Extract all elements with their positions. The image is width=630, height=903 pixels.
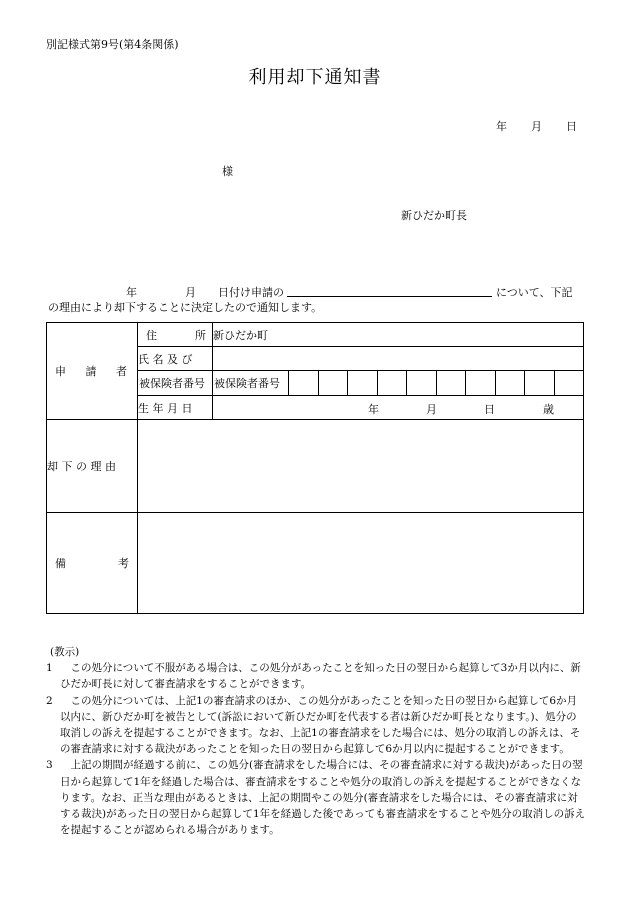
- dob-day: 日: [484, 403, 495, 416]
- intro-after-blank: について、下記: [496, 286, 573, 299]
- date-year: 年: [496, 120, 507, 133]
- instruction-text: この処分について不服がある場合は、この処分があったことを知った日の翌日から起算して3か月以内に、新ひだか町長に対して審査請求をすることができます。: [60, 662, 581, 691]
- applicant-char-2: 請: [85, 365, 97, 378]
- digit-box[interactable]: [377, 371, 407, 395]
- reason-label: 却 下 の 理 由: [47, 460, 116, 473]
- instructions-heading: (教示): [50, 646, 80, 658]
- dob-label-cell: [138, 396, 213, 420]
- digit-box[interactable]: [347, 371, 377, 395]
- intro-year: 年: [126, 286, 137, 299]
- reason-value-cell[interactable]: [138, 420, 584, 513]
- address-char-2: 所: [195, 328, 206, 342]
- instruction-item-1: [46, 660, 586, 692]
- instruction-item-2: [46, 693, 586, 758]
- application-blank-line: [287, 296, 492, 297]
- dob-year: 年: [368, 403, 379, 416]
- insured-digit-boxes[interactable]: [288, 371, 583, 395]
- instruction-text: 上記の期間が経過する前に、この処分(審査請求をした場合には、その審査請求に対する裁決)があった日の翌日から起算して1年を経過した場合は、審査請求をすることや処分の取消しの訴えを提起することができなくなります。なお、正当な理由があるときは、上記の期間やこの処分(審査請求をした場合には、その審査請求に対する裁決)があった日の翌日から起算して1年を経過した後であっても審査請求をすることや処分の取消しの訴えを提起することが認められる場合があります。: [60, 759, 586, 837]
- dob-age: 歳: [543, 403, 554, 416]
- dob-month: 月: [426, 403, 437, 416]
- instructions-section: [46, 644, 586, 838]
- reason-label-cell: [47, 420, 138, 513]
- remarks-char-1: 備: [55, 557, 66, 570]
- date-month: 月: [531, 120, 542, 133]
- instruction-item-3: [46, 757, 586, 838]
- digit-box[interactable]: [554, 371, 584, 395]
- instruction-number: 3: [46, 759, 53, 772]
- dob-value-cell[interactable]: [213, 396, 584, 420]
- name-label: 氏 名 及 び: [138, 352, 193, 366]
- issuer-name: 新ひだか町長: [401, 209, 467, 222]
- insured-label-cell: [138, 371, 213, 396]
- digit-box[interactable]: [524, 371, 554, 395]
- digit-box[interactable]: [318, 371, 348, 395]
- applicant-char-1: 申: [55, 365, 66, 378]
- instruction-text: この処分については、上記1の審査請求のほか、この処分があったことを知った日の翌日から起算して6か月以内に、新ひだか町を被告として(訴訟において新ひだか町を代表する者は新ひだか町長となります。)、処分の取消しの訴えを提起することができます。なお、上記1の審査請求をした場合には、処分の取消しの訴えは、その審査請求に対する裁決があったことを知った日の翌日から起算して6か月以内に提起することができます。: [60, 694, 581, 756]
- intro-day-prefix: 日付け申請の: [218, 286, 284, 299]
- address-value: 新ひだか町: [213, 328, 268, 342]
- addressee-suffix: 様: [222, 165, 233, 178]
- address-char-1: 住: [146, 328, 157, 342]
- applicant-char-3: 者: [116, 365, 127, 378]
- address-label-cell: [138, 323, 213, 347]
- digit-box[interactable]: [288, 371, 318, 395]
- applicant-label-cell: [47, 323, 138, 420]
- document-title: 利用却下通知書: [248, 67, 382, 88]
- name-value-cell[interactable]: [213, 347, 584, 371]
- instruction-number: 2: [46, 694, 53, 707]
- instruction-number: 1: [46, 662, 53, 675]
- dob-label: 生 年 月 日: [138, 401, 193, 415]
- insured-label-left: 被保険者番号: [139, 377, 205, 390]
- digit-box[interactable]: [436, 371, 466, 395]
- form-reference: 別記様式第9号(第4条関係): [46, 38, 179, 51]
- remarks-label-cell: [47, 513, 138, 614]
- insured-label-right: 被保険者番号: [214, 377, 280, 390]
- remarks-value-cell[interactable]: [138, 513, 584, 614]
- digit-box[interactable]: [465, 371, 495, 395]
- date-day: 日: [566, 120, 577, 133]
- insured-number-cell: [213, 371, 584, 396]
- digit-box[interactable]: [495, 371, 525, 395]
- name-label-cell: [138, 347, 213, 371]
- details-table: [46, 322, 584, 614]
- intro-line-2: の理由により却下することに決定したので通知します。: [48, 301, 323, 314]
- digit-box[interactable]: [406, 371, 436, 395]
- intro-month: 月: [185, 286, 196, 299]
- address-value-cell: [213, 323, 584, 347]
- remarks-char-2: 考: [118, 557, 129, 570]
